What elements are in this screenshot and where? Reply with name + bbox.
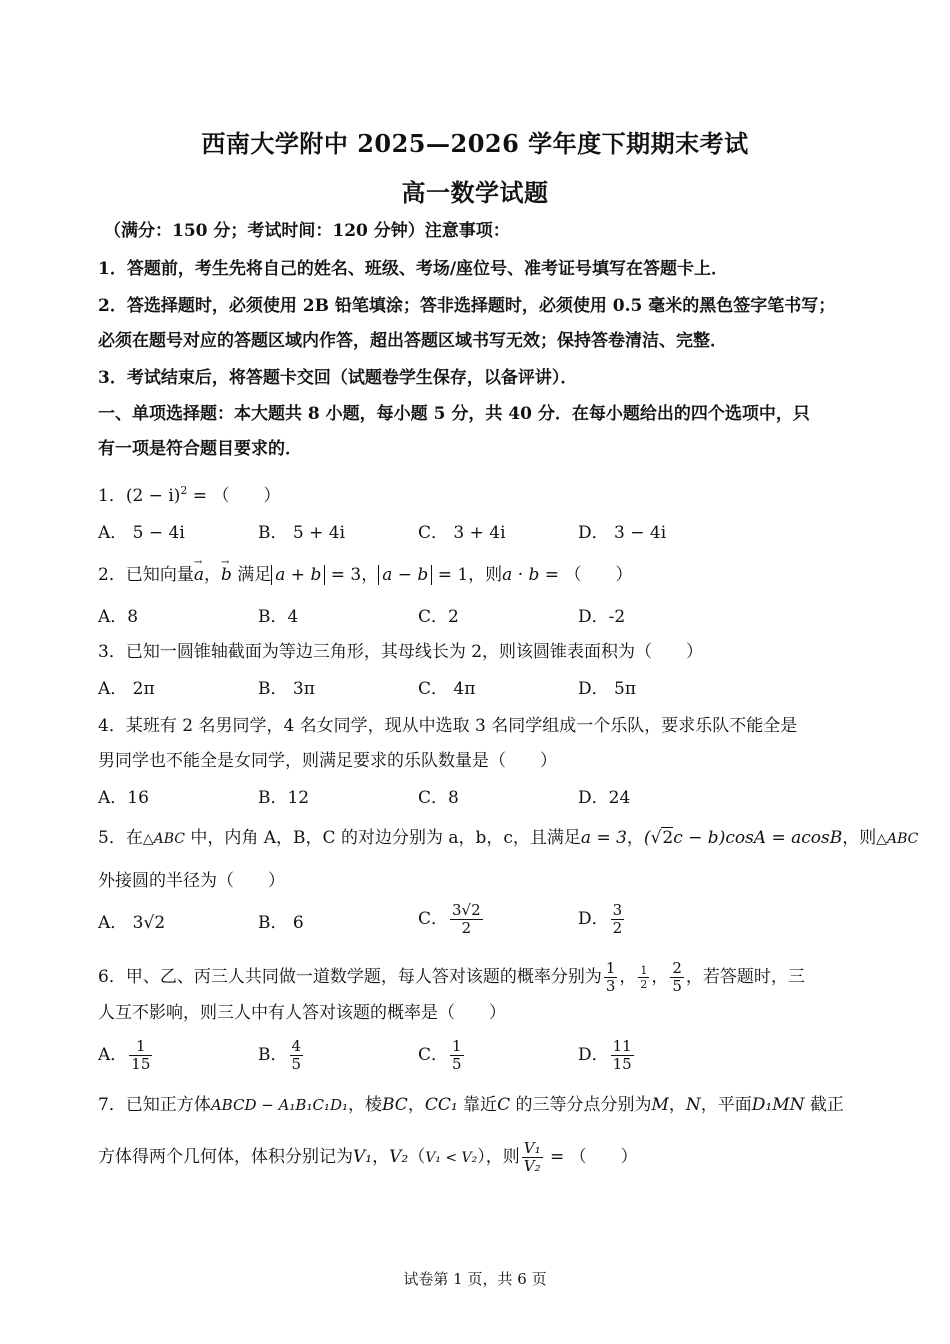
question-5-line-2: 外接圆的半径为（ ） <box>98 871 285 891</box>
question-5-line-1: 5．在△ABC 中，内角 A，B，C 的对边分别为 a，b，c，且满足a = 3，(√2c − b)cosA = acosB，则△ABC <box>98 828 919 848</box>
q3-option-d: D． 5π <box>578 679 637 699</box>
q6-option-d-den: 15 <box>612 1055 632 1073</box>
question-6-line-1: 6．甲、乙、丙三人共同做一道数学题，每人答对该题的概率分别为 $\frac{1}{3}$ ， $\frac{1}{2}$ ， $\frac{2}{5}$ ，若答题时，三 <box>98 959 805 995</box>
q5-option-c-denominator: 2 <box>461 919 472 937</box>
section-heading-line-1: 一、单项选择题：本大题共 8 小题，每小题 5 分，共 40 分．在每小题给出的四个选项中，只 <box>98 404 810 424</box>
q5-sqrt2: 2 <box>662 828 674 848</box>
q6-option-b-fraction <box>290 1038 304 1073</box>
q5-option-c-label: C． <box>418 909 449 929</box>
q6-f1-num: 1 <box>605 959 616 977</box>
q7-edge-bc: BC <box>381 1095 408 1115</box>
q6-option-c-label: C． <box>418 1045 449 1065</box>
q5-option-c <box>418 902 485 937</box>
q7-v1: V₁ <box>353 1147 373 1167</box>
q3-option-a: A． 2π <box>98 679 155 699</box>
q1-exponent: 2 <box>180 484 188 497</box>
q7-line2b: ， <box>372 1147 390 1167</box>
q1-expression: (2 − i) <box>125 486 181 506</box>
q2-sep: ， <box>203 565 221 585</box>
q3-option-c: C． 4π <box>418 679 476 699</box>
q2-abs-sum: a + b <box>271 565 325 585</box>
q5-part2: 中，内角 A，B，C 的对边分别为 a，b，c，且满足 <box>184 828 581 848</box>
note-2-line-1: 2．答选择题时，必须使用 2B 铅笔填涂；答非选择题时，必须使用 0.5 毫米的黑色签字笔书写； <box>98 296 836 316</box>
q6-option-c-den: 5 <box>452 1055 462 1073</box>
q7-point-n: N <box>685 1095 701 1115</box>
q5-option-c-fraction <box>450 902 483 937</box>
q6-f1-den: 3 <box>605 977 616 995</box>
q2-eq2: = 1，则 <box>432 565 503 585</box>
section-heading-line-2: 有一项是符合题目要求的． <box>98 439 302 459</box>
q6-fraction-1 <box>604 960 618 995</box>
q7-inequality: V₁ < V₂ <box>425 1150 478 1166</box>
q7-line2d: ），则 <box>477 1147 520 1167</box>
q1-option-d: D． 3 − 4i <box>578 523 667 543</box>
q2-vector-a: → a <box>194 564 204 586</box>
q7-point-c: C <box>497 1095 511 1115</box>
q5-cond2-open: ( <box>643 828 651 848</box>
q6-option-d-label: D． <box>578 1045 609 1065</box>
q4-option-d: D．24 <box>578 788 631 808</box>
q4-option-a: A．16 <box>98 788 149 808</box>
q2-eq1: = 3， <box>325 565 379 585</box>
q5-cond2-rest: c − b)cosA = acosB <box>673 828 843 848</box>
q5-part3: ， <box>626 828 644 848</box>
exam-title: 西南大学附中 2025—2026 学年度下期期末考试 <box>201 129 749 158</box>
q5-option-c-numerator: 3√2 <box>452 901 481 919</box>
q2-option-b: B．4 <box>258 607 299 627</box>
q7-part2: ，棱 <box>347 1095 382 1115</box>
question-4-line-1: 4．某班有 2 名男同学，4 名女同学，现从中选取 3 名同学组成一个乐队，要求乐队不能全是 <box>98 716 798 736</box>
q6-option-a-num: 1 <box>129 1038 152 1056</box>
question-4-line-2: 男同学也不能全是女同学，则满足要求的乐队数量是（ ） <box>98 751 557 771</box>
page-footer: 试卷第 1 页，共 6 页 <box>403 1270 547 1288</box>
q5-option-d-fraction <box>611 902 625 937</box>
question-6-line-2: 人互不影响，则三人中有人答对该题的概率是（ ） <box>98 1003 506 1023</box>
q7-point-m: M <box>651 1095 669 1115</box>
q6-option-c-num: 1 <box>452 1037 462 1055</box>
q2-dot-product: a · b <box>502 565 540 585</box>
q7-part4: 靠近 <box>457 1095 498 1115</box>
q7-plane: D₁MN <box>751 1095 805 1115</box>
q6-option-b <box>258 1038 305 1073</box>
question-2-stem <box>98 564 858 586</box>
q6-option-a-den: 15 <box>131 1055 151 1073</box>
q7-part1: 7．已知正方体 <box>98 1095 211 1115</box>
q5-option-d-numerator: 3 <box>612 901 623 919</box>
question-7-line-2 <box>98 1140 858 1175</box>
q6-f2-den: 2 <box>640 978 648 991</box>
q7-part5: 的三等分点分别为 <box>510 1095 652 1115</box>
q5-condition-1: a = 3 <box>580 828 627 848</box>
q1-option-a: A． 5 − 4i <box>98 523 185 543</box>
q2-prefix: 2．已知向量 <box>98 565 194 585</box>
q2-mid: 满足 <box>231 565 272 585</box>
q6-option-b-label: B． <box>258 1045 288 1065</box>
q5-triangle-2: △ABC <box>876 831 919 847</box>
q2-option-a: A．8 <box>98 607 139 627</box>
notes-intro: （满分：150 分；考试时间：120 分钟）注意事项： <box>104 221 510 241</box>
q7-edge-cc1: CC₁ <box>424 1095 458 1115</box>
q3-option-b: B． 3π <box>258 679 315 699</box>
q5-option-d-denominator: 2 <box>612 919 623 937</box>
q7-line2a: 方体得两个几何体，体积分别记为 <box>98 1147 353 1167</box>
q6-option-c <box>418 1038 466 1073</box>
q7-cube: ABCD − A₁B₁C₁D₁ <box>210 1096 348 1114</box>
q6-option-a-label: A． <box>98 1045 128 1065</box>
q6-option-c-fraction <box>450 1038 464 1073</box>
q6-f3-den: 5 <box>672 977 682 995</box>
q6-f2-num: 1 <box>640 964 648 977</box>
q2-option-d: D．-2 <box>578 607 626 627</box>
q2-tail: = （ ） <box>539 565 633 585</box>
q6-option-a <box>98 1038 154 1073</box>
q6-part1: 6．甲、乙、丙三人共同做一道数学题，每人答对该题的概率分别为 <box>98 967 602 987</box>
q6-part2: ，若答题时，三 <box>685 967 805 987</box>
q7-ratio <box>522 1140 543 1175</box>
q6-option-d <box>578 1038 636 1073</box>
q6-option-b-den: 5 <box>291 1055 302 1073</box>
q2-option-c: C．2 <box>418 607 459 627</box>
note-2-line-2: 必须在题号对应的答题区域内作答，超出答题区域书写无效；保持答卷清洁、完整． <box>98 331 727 351</box>
q6-fraction-2 <box>638 964 649 991</box>
note-3: 3．考试结束后，将答题卡交回（试题卷学生保存，以备评讲）． <box>98 368 578 388</box>
q5-part4: ，则 <box>842 828 877 848</box>
q6-option-d-num: 11 <box>612 1037 632 1055</box>
q6-option-d-fraction <box>611 1038 634 1073</box>
q4-option-b: B．12 <box>258 788 310 808</box>
question-1-stem <box>98 480 858 507</box>
q7-part3: ， <box>407 1095 425 1115</box>
q7-v2: V₂ <box>389 1147 409 1167</box>
q1-option-b: B． 5 + 4i <box>258 523 346 543</box>
q5-part1: 5．在 <box>98 828 143 848</box>
question-7-line-1 <box>98 1094 858 1116</box>
note-1: 1．答题前，考生先将自己的姓名、班级、考场/座位号、准考证号填写在答题卡上． <box>98 259 729 279</box>
q1-prefix: 1． <box>98 486 126 506</box>
q2-abs-diff: a − b <box>378 565 432 585</box>
q6-fraction-3 <box>670 960 684 995</box>
q7-tail: = （ ） <box>544 1147 638 1167</box>
q7-ratio-num: V₁ <box>523 1139 541 1157</box>
q7-part7: ，平面 <box>700 1095 752 1115</box>
q5-option-d <box>578 902 626 937</box>
q7-part6: ， <box>668 1095 686 1115</box>
q6-f3-num: 2 <box>672 959 682 977</box>
q4-option-c: C．8 <box>418 788 459 808</box>
q6-option-b-num: 4 <box>291 1037 302 1055</box>
q1-option-c: C． 3 + 4i <box>418 523 506 543</box>
question-3-stem: 3．已知一圆锥轴截面为等边三角形，其母线长为 2，则该圆锥表面积为（ ） <box>98 642 704 662</box>
q7-line2c: （ <box>408 1147 426 1167</box>
q5-option-b: B． 6 <box>258 913 304 933</box>
q5-option-d-label: D． <box>578 909 609 929</box>
exam-subtitle: 高一数学试题 <box>401 178 549 207</box>
q7-part8: 截正 <box>804 1095 844 1115</box>
q5-option-a: A． 3√2 <box>98 913 166 933</box>
q2-vector-b: → b <box>221 564 232 586</box>
q6-option-a-fraction <box>129 1038 152 1073</box>
q5-triangle: △ABC <box>142 831 185 847</box>
q7-ratio-den: V₂ <box>523 1157 541 1175</box>
q1-tail: = （ ） <box>187 486 281 506</box>
